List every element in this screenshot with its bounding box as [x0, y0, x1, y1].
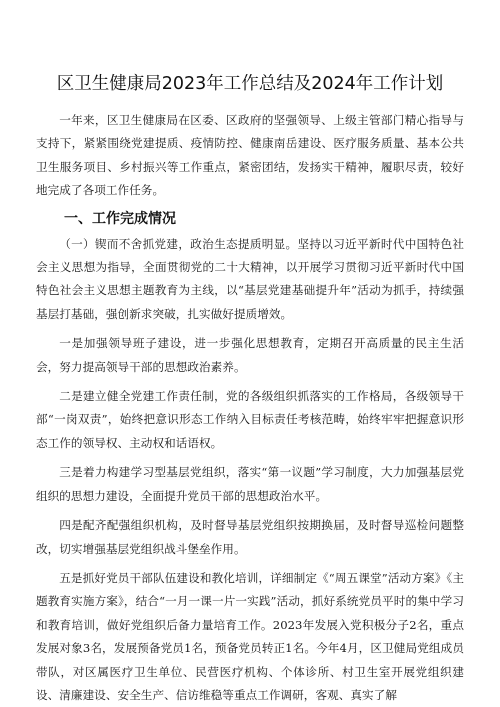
item-one-paragraph: 一是加强领导班子建设，进一步强化思想教育，定期召开高质量的民主生活会，努力提高领导干部的思想政治素养。: [36, 336, 464, 374]
document-title: 区卫生健康局2023年工作总结及2024年工作计划: [56, 74, 444, 94]
item-four-paragraph: 四是配齐配强组织机构，及时督导基层党组织按期换届，及时督导巡检问题整改，切实增强基层党组织战斗堡垒作用。: [36, 518, 464, 556]
party-building-paragraph: （一）锲而不舍抓党建，政治生态提质明显。坚持以习近平新时代中国特色社会主义思想为指导，全面贯彻党的二十大精神，以开展学习贯彻习近平新时代中国特色社会主义思想主题教育为主线，以“基层党建基础提升年”活动为抓手，持续强基层打基础，强创新求突破，扎实做好提质增效。: [36, 236, 464, 321]
section-heading: 一、工作完成情况: [64, 210, 176, 227]
item-five-paragraph: 五是抓好党员干部队伍建设和教化培训，详细制定《“周五课堂”活动方案》《主题教育实施方案》，结合“一月一课一片一实践”活动，抓好系统党员平时的集中学习和教育培训，做好党组织后备力量培育工作。2023年发展入党积极分子2名，重点发展对象3名，发展预备党员1名，预备党员转正1名。今年4月，区卫健局党组成员带队，对区属医疗卫生单位、民营医疗机构、个体诊所、村卫生室开展党组织建设、清廉建设、安全生产、信访维稳等重点工作调研，客观、真实了解: [36, 570, 464, 702]
item-three-paragraph: 三是着力构建学习型基层党组织，落实“第一议题”学习制度，大力加强基层党组织的思想力建设，全面提升党员干部的思想政治水平。: [36, 465, 464, 503]
intro-paragraph: 一年来，区卫生健康局在区委、区政府的坚强领导、上级主管部门精心指导与支持下，紧紧围绕党建提质、疫情防控、健康南岳建设、医疗服务质量、基本公共卫生服务项目、乡村振兴等工作重点，紧密团结，发扬实干精神，履职尽责，较好地完成了各项工作任务。: [36, 113, 464, 198]
item-two-paragraph: 二是建立健全党建工作责任制，党的各级组织抓落实的工作格局，各级领导干部“一岗双责”，始终把意识形态工作纳入目标责任考核范畴，始终牢牢把握意识形态工作的领导权、主动权和话语权。: [36, 389, 464, 450]
